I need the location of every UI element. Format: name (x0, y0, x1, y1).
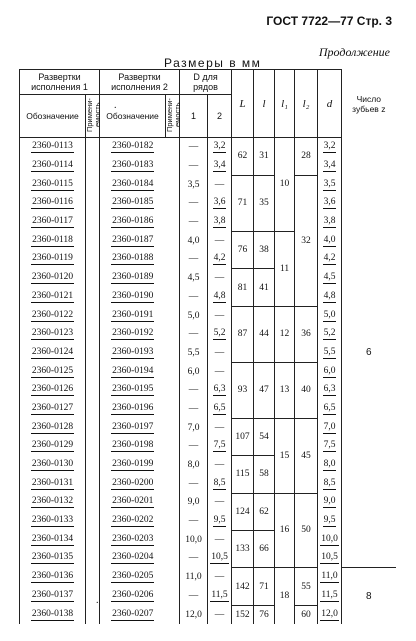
table-row (20, 418, 396, 437)
D-row1: — (180, 157, 208, 176)
applicability-exec1 (86, 269, 100, 288)
designation-exec2: 2360-0184 (112, 178, 154, 189)
designation-exec2: 2360-0203 (112, 533, 154, 544)
applicability-exec1 (86, 288, 100, 307)
designation-exec2: 2360-0196 (112, 402, 154, 413)
applicability-exec1 (86, 325, 100, 344)
l-value: 38 (254, 231, 275, 268)
table-row (20, 269, 396, 288)
D-row2: — (208, 362, 232, 381)
D-row2: 3,2 (208, 138, 232, 157)
D-row1: 8,0 (180, 456, 208, 475)
applicability-exec2 (166, 512, 180, 531)
designation-exec2: 2360-0202 (112, 515, 154, 526)
designation-exec1: 2360-0122 (20, 306, 86, 325)
D-row2: 10,5 (208, 549, 232, 568)
D-row1: 5,0 (180, 306, 208, 325)
D-row1: 12,0 (180, 605, 208, 624)
D-row2: 3,6 (208, 194, 232, 213)
L-value: 81 (232, 269, 254, 306)
d-value: 11,0 (318, 568, 342, 587)
L-value: 93 (232, 362, 254, 418)
D-row2: 4,8 (208, 288, 232, 307)
d-value: 6,3 (318, 381, 342, 400)
table-row (20, 213, 396, 232)
D-row1: 7,0 (180, 418, 208, 437)
designation-exec1: 2360-0135 (20, 549, 86, 568)
l-value: 31 (254, 138, 275, 176)
l2-value: 28 (295, 138, 318, 176)
D-row2: — (208, 306, 232, 325)
applicability-exec2 (166, 493, 180, 512)
table-row (20, 456, 396, 475)
designation-exec2: 2360-0188 (112, 253, 154, 264)
D-row2: — (208, 175, 232, 194)
applicability-exec2 (166, 231, 180, 250)
d-value: 4,8 (318, 288, 342, 307)
d-value: 3,2 (318, 138, 342, 157)
applicability-exec2 (166, 605, 180, 624)
table-row (20, 530, 396, 549)
header-d-rows: D для рядов (180, 70, 232, 95)
header-exec2: Развертки исполнения 2 (100, 70, 180, 95)
table-row (20, 381, 396, 400)
designation-exec1: 2360-0117 (20, 213, 86, 232)
reamer-dimensions-table (19, 69, 396, 624)
d-value: 4,2 (318, 250, 342, 269)
D-row1: — (180, 194, 208, 213)
table-row (20, 344, 396, 363)
designation-exec2: 2360-0198 (112, 440, 154, 451)
applicability-exec1 (86, 512, 100, 531)
applicability-exec1 (86, 306, 100, 325)
d-value: 3,8 (318, 213, 342, 232)
D-row2: — (208, 530, 232, 549)
stray-mark: . (96, 595, 99, 606)
applicability-exec2 (166, 288, 180, 307)
D-row1: — (180, 288, 208, 307)
d-value: 5,5 (318, 344, 342, 363)
d-value: 9,5 (318, 512, 342, 531)
designation-exec1: 2360-0136 (20, 568, 86, 587)
designation-exec1: 2360-0128 (20, 418, 86, 437)
l-value: 44 (254, 306, 275, 362)
table-row (20, 493, 396, 512)
header-teeth: Число зубьев z (342, 70, 396, 138)
applicability-exec2 (166, 250, 180, 269)
l1-value: 13 (275, 362, 295, 418)
applicability-exec1 (86, 493, 100, 512)
applicability-exec2 (166, 175, 180, 194)
l-value: 66 (254, 530, 275, 567)
D-row2: 4,2 (208, 250, 232, 269)
l-value: 62 (254, 493, 275, 530)
applicability-exec2 (166, 344, 180, 363)
applicability-exec1 (86, 344, 100, 363)
teeth-value: 6 (342, 138, 396, 568)
l1-value: 11 (275, 231, 295, 306)
applicability-exec1 (86, 194, 100, 213)
designation-exec1: 2360-0113 (20, 138, 86, 157)
table-row (20, 157, 396, 176)
header-designation-2: Обозначение (100, 95, 166, 138)
designation-exec1: 2360-0132 (20, 493, 86, 512)
D-row1: 4,5 (180, 269, 208, 288)
D-row2: 8,5 (208, 474, 232, 493)
designation-exec1: 2360-0116 (20, 194, 86, 213)
applicability-exec1 (86, 175, 100, 194)
applicability-exec2 (166, 587, 180, 606)
designation-exec2: 2360-0187 (112, 234, 154, 245)
d-value: 10,5 (318, 549, 342, 568)
designation-exec2: 2360-0192 (112, 328, 154, 339)
L-value: 124 (232, 493, 254, 530)
designation-exec2: 2360-0186 (112, 216, 154, 227)
l2-value: 36 (295, 306, 318, 362)
applicability-exec1 (86, 474, 100, 493)
D-row1: 4,0 (180, 231, 208, 250)
table-row (20, 325, 396, 344)
designation-exec2: 2360-0185 (112, 197, 154, 208)
l1-value: 18 (275, 568, 295, 625)
applicability-exec2 (166, 530, 180, 549)
l-value: 76 (254, 605, 275, 624)
L-value: 76 (232, 231, 254, 268)
applicability-exec2 (166, 437, 180, 456)
L-value: 133 (232, 530, 254, 567)
L-value: 107 (232, 418, 254, 455)
header-l2: l₂ (295, 70, 318, 138)
applicability-exec2 (166, 456, 180, 475)
applicability-exec1 (86, 605, 100, 624)
designation-exec1: 2360-0137 (20, 587, 86, 606)
designation-exec2: 2360-0204 (112, 552, 154, 563)
D-row1: — (180, 325, 208, 344)
D-row1: — (180, 381, 208, 400)
designation-exec2: 2360-0201 (112, 496, 154, 507)
D-row1: — (180, 587, 208, 606)
D-row1: — (180, 474, 208, 493)
l-value: 71 (254, 568, 275, 605)
designation-exec1: 2360-0118 (20, 231, 86, 250)
D-row2: — (208, 493, 232, 512)
d-value: 6,0 (318, 362, 342, 381)
D-row1: 6,0 (180, 362, 208, 381)
applicability-exec1 (86, 138, 100, 157)
applicability-exec1 (86, 568, 100, 587)
applicability-exec1 (86, 231, 100, 250)
d-value: 4,5 (318, 269, 342, 288)
designation-exec1: 2360-0133 (20, 512, 86, 531)
table-row (20, 568, 396, 587)
table-row (20, 512, 396, 531)
table-row (20, 437, 396, 456)
applicability-exec2 (166, 381, 180, 400)
L-value: 142 (232, 568, 254, 605)
header-applicability-1: Примени-емость (86, 95, 100, 138)
designation-exec2: 2360-0206 (112, 589, 154, 600)
applicability-exec2 (166, 400, 180, 419)
L-value: 152 (232, 605, 254, 624)
designation-exec1: 2360-0126 (20, 381, 86, 400)
header-l: l (254, 70, 275, 138)
designation-exec1: 2360-0114 (20, 157, 86, 176)
designation-exec1: 2360-0134 (20, 530, 86, 549)
designation-exec2: 2360-0183 (112, 160, 154, 171)
applicability-exec2 (166, 325, 180, 344)
applicability-exec1 (86, 456, 100, 475)
l1-value: 15 (275, 418, 295, 493)
applicability-exec1 (86, 157, 100, 176)
L-value: 115 (232, 456, 254, 493)
D-row2: — (208, 418, 232, 437)
d-value: 5,2 (318, 325, 342, 344)
table-row (20, 306, 396, 325)
l2-value: 50 (295, 493, 318, 568)
l-value: 35 (254, 175, 275, 231)
designation-exec1: 2360-0130 (20, 456, 86, 475)
d-value: 8,0 (318, 456, 342, 475)
D-row1: 3,5 (180, 175, 208, 194)
l2-value: 32 (295, 175, 318, 306)
d-value: 7,0 (318, 418, 342, 437)
L-value: 87 (232, 306, 254, 362)
table-row (20, 605, 396, 624)
designation-exec1: 2360-0138 (20, 605, 86, 624)
designation-exec2: 2360-0191 (112, 309, 154, 320)
header-applicability-2: Примени-емость (166, 95, 180, 138)
applicability-exec1 (86, 250, 100, 269)
designation-exec2: 2360-0197 (112, 421, 154, 432)
D-row2: 6,3 (208, 381, 232, 400)
table-row (20, 231, 396, 250)
designation-exec1: 2360-0131 (20, 474, 86, 493)
continuation-label: Продолжение (318, 45, 390, 59)
designation-exec1: 2360-0127 (20, 400, 86, 419)
D-row1: 10,0 (180, 530, 208, 549)
applicability-exec1 (86, 362, 100, 381)
applicability-exec1 (86, 530, 100, 549)
D-row2: — (208, 231, 232, 250)
applicability-exec2 (166, 269, 180, 288)
applicability-exec1 (86, 400, 100, 419)
designation-exec2: 2360-0207 (112, 608, 154, 619)
l2-value: 60 (295, 605, 318, 624)
d-value: 7,5 (318, 437, 342, 456)
table-row (20, 194, 396, 213)
D-row1: 11,0 (180, 568, 208, 587)
header-row2: 2 (208, 95, 232, 138)
designation-exec2: 2360-0193 (112, 346, 154, 357)
d-value: 5,0 (318, 306, 342, 325)
D-row2: — (208, 344, 232, 363)
l1-value: 16 (275, 493, 295, 568)
page-header: ГОСТ 7722—77 Стр. 3 (266, 14, 392, 28)
D-row2: 5,2 (208, 325, 232, 344)
D-row1: — (180, 138, 208, 157)
d-value: 3,5 (318, 175, 342, 194)
l-value: 41 (254, 269, 275, 306)
designation-exec1: 2360-0115 (20, 175, 86, 194)
D-row1: 9,0 (180, 493, 208, 512)
d-value: 3,4 (318, 157, 342, 176)
d-value: 4,0 (318, 231, 342, 250)
designation-exec1: 2360-0123 (20, 325, 86, 344)
designation-exec2: 2360-0182 (112, 141, 154, 152)
D-row2: 9,5 (208, 512, 232, 531)
header-d: d (318, 70, 342, 138)
applicability-exec1 (86, 437, 100, 456)
D-row2: 7,5 (208, 437, 232, 456)
d-value: 11,5 (318, 587, 342, 606)
D-row1: — (180, 549, 208, 568)
applicability-exec2 (166, 418, 180, 437)
applicability-exec1 (86, 213, 100, 232)
applicability-exec2 (166, 213, 180, 232)
D-row1: — (180, 400, 208, 419)
d-value: 6,5 (318, 400, 342, 419)
D-row2: — (208, 269, 232, 288)
d-value: 8,5 (318, 474, 342, 493)
designation-exec2: 2360-0189 (112, 272, 154, 283)
applicability-exec2 (166, 474, 180, 493)
designation-exec1: 2360-0119 (20, 250, 86, 269)
D-row2: — (208, 568, 232, 587)
l1-value: 10 (275, 138, 295, 232)
l2-value: 40 (295, 362, 318, 418)
designation-exec2: 2360-0190 (112, 290, 154, 301)
designation-exec2: 2360-0199 (112, 459, 154, 470)
applicability-exec2 (166, 157, 180, 176)
L-value: 71 (232, 175, 254, 231)
header-exec1: Развертки исполнения 1 (20, 70, 100, 95)
D-row2: — (208, 456, 232, 475)
designation-exec1: 2360-0120 (20, 269, 86, 288)
designation-exec2: 2360-0200 (112, 477, 154, 488)
D-row2: — (208, 605, 232, 624)
D-row1: — (180, 437, 208, 456)
designation-exec1: 2360-0125 (20, 362, 86, 381)
D-row2: 3,4 (208, 157, 232, 176)
l-value: 58 (254, 456, 275, 493)
designation-exec2: 2360-0194 (112, 365, 154, 376)
designation-exec1: 2360-0124 (20, 344, 86, 363)
applicability-exec2 (166, 568, 180, 587)
stray-mark: . (114, 100, 117, 111)
table-row (20, 400, 396, 419)
header-designation-1: Обозначение (20, 95, 86, 138)
designation-exec2: 2360-0205 (112, 571, 154, 582)
table-row (20, 288, 396, 307)
units-title: Размеры в мм (164, 56, 262, 70)
table-row (20, 587, 396, 606)
designation-exec2: 2360-0195 (112, 384, 154, 395)
D-row2: 11,5 (208, 587, 232, 606)
applicability-exec2 (166, 194, 180, 213)
table-row (20, 549, 396, 568)
teeth-value: 8 (366, 590, 372, 602)
D-row1: 5,5 (180, 344, 208, 363)
table-row (20, 250, 396, 269)
D-row1: — (180, 512, 208, 531)
table-row (20, 138, 396, 157)
l-value: 47 (254, 362, 275, 418)
L-value: 62 (232, 138, 254, 176)
d-value: 3,6 (318, 194, 342, 213)
applicability-exec2 (166, 138, 180, 157)
d-value: 12,0 (318, 605, 342, 624)
D-row1: — (180, 250, 208, 269)
header-L: L (232, 70, 254, 138)
designation-exec1: 2360-0129 (20, 437, 86, 456)
header-row1: 1 (180, 95, 208, 138)
l1-value: 12 (275, 306, 295, 362)
applicability-exec1 (86, 381, 100, 400)
d-value: 10,0 (318, 530, 342, 549)
d-value: 9,0 (318, 493, 342, 512)
header-l1: l₁ (275, 70, 295, 138)
applicability-exec2 (166, 306, 180, 325)
D-row1: — (180, 213, 208, 232)
D-row2: 3,8 (208, 213, 232, 232)
l-value: 54 (254, 418, 275, 455)
applicability-exec2 (166, 549, 180, 568)
table-row (20, 175, 396, 194)
applicability-exec2 (166, 362, 180, 381)
designation-exec1: 2360-0121 (20, 288, 86, 307)
l2-value: 45 (295, 418, 318, 493)
l2-value: 55 (295, 568, 318, 605)
applicability-exec1 (86, 418, 100, 437)
table-row (20, 362, 396, 381)
applicability-exec1 (86, 549, 100, 568)
table-row (20, 474, 396, 493)
D-row2: 6,5 (208, 400, 232, 419)
